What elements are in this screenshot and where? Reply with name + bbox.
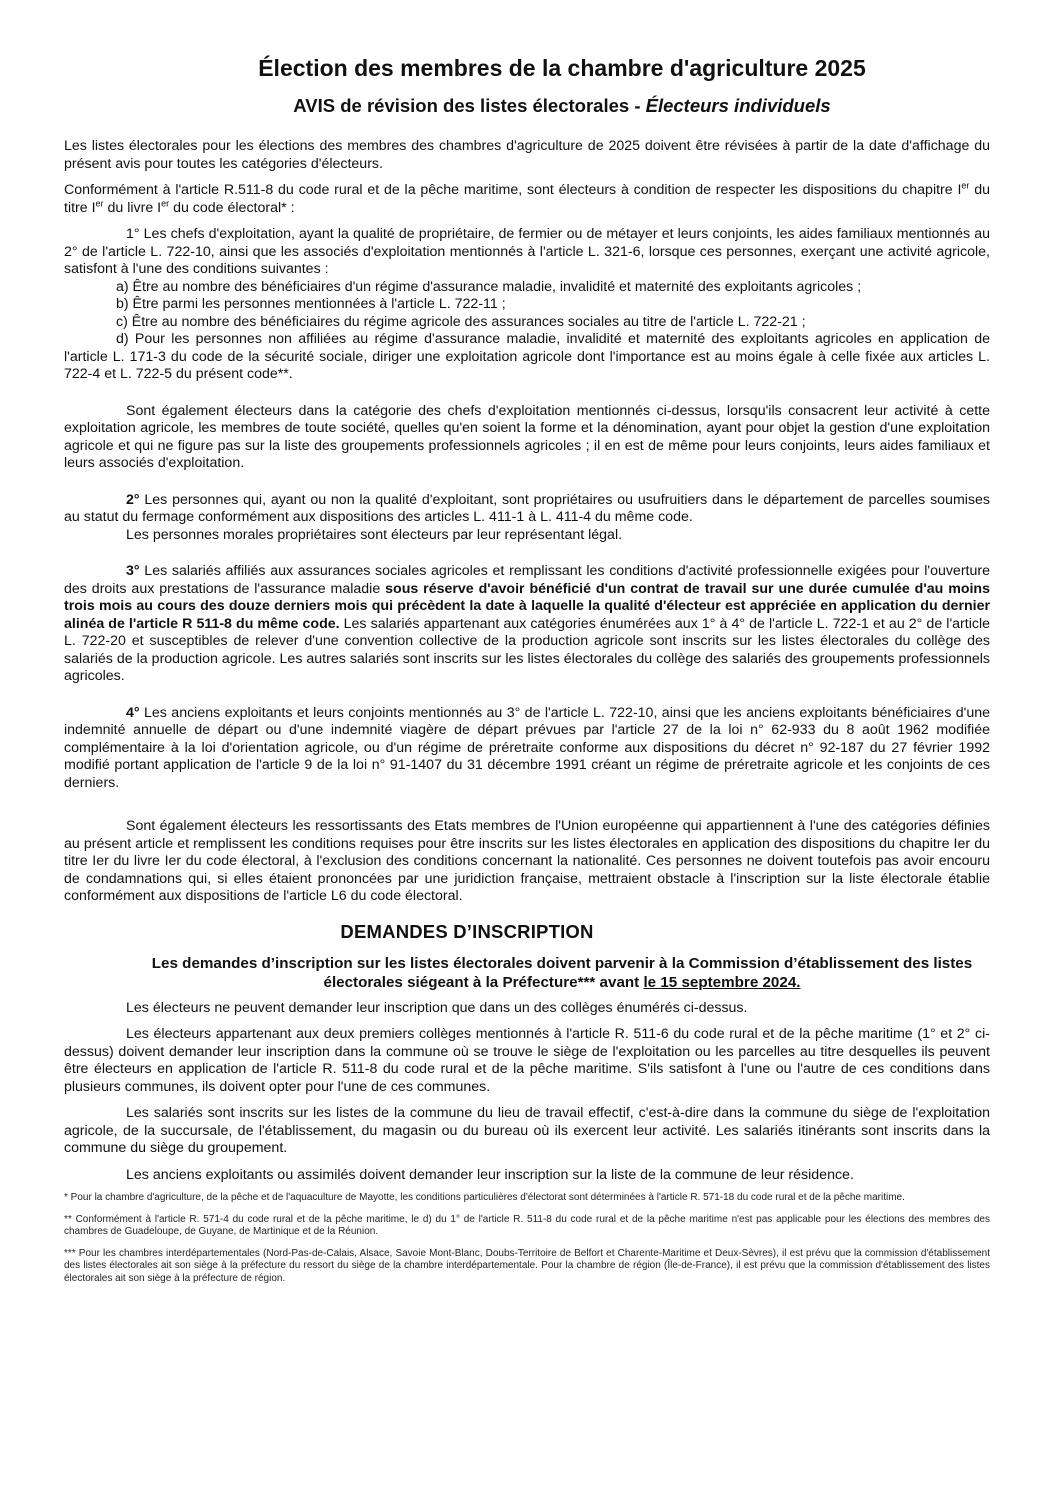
demandes-heading: DEMANDES D’INSCRIPTION xyxy=(340,920,594,942)
footnotes xyxy=(64,1192,990,1285)
document-subtitle xyxy=(64,94,990,118)
article-reference-paragraph: Conformément à l'article R.511-8 du code rural et de la pêche maritime, sont électeurs à condition de respecter les dispositions du chapitre Ier du titre Ier du livre Ier du code électoral* : xyxy=(64,180,990,216)
section-1-condition-d: d) Pour les personnes non affiliées au régime d'assurance maladie, invalidité et maternité des exploitants agricoles en application de l'article L. 171-3 du code de la sécurité sociale, diriger une exploitation agricole dont l'importance est au moins égale à celle fixée aux articles L. 722-4 et L. 722-5 du présent code**. xyxy=(64,331,990,382)
deadline-date: le 15 septembre 2024. xyxy=(643,973,801,991)
section-2-paragraph: 2° Les personnes qui, ayant ou non la qualité d'exploitant, sont propriétaires ou usufruitiers dans le département de parcelles soumises au statut du fermage conformément aux dispositions des articles L. 411-1 à L. 411-4 du même code. xyxy=(64,491,990,525)
footnote-1: * Pour la chambre d'agriculture, de la pêche et de l'aquaculture de Mayotte, les conditions particulières d'électorat sont déterminées à l'article R. 571-18 du code rural et de la pêche maritime. xyxy=(64,1192,905,1203)
document-title: Élection des membres de la chambre d'agriculture 2025 xyxy=(258,55,866,81)
eu-nationals-paragraph: Sont également électeurs les ressortissants des Etats membres de l'Union européenne qui appartiennent à l'une des catégories définies au présent article et remplissent les conditions requises pour être inscrits sur les listes électorales en application des dispositions du chapitre Ier du titre Ier du livre Ier du code électoral, à l'exclusion des conditions concernant la nationalité. Ces personnes ne doivent toutefois pas avoir encouru de condamnations qui, si elles étaient prononcées par une juridiction française, mettraient obstacle à l'inscription sur la liste électorale établie conformément aux dispositions de l'article L6 du code électoral. xyxy=(64,818,990,904)
demandes-body xyxy=(64,1000,990,1185)
document-body xyxy=(64,138,990,906)
subtitle-main: AVIS de révision des listes électorales - xyxy=(293,95,646,116)
demandes-paragraph-2: Les électeurs appartenant aux deux premiers collèges mentionnés à l'article R. 511-6 du code rural et de la pêche maritime (1° et 2° ci-dessus) doivent demander leur inscription dans la commune où se trouve le siège de l'exploitation ou les parcelles au titre desquelles ils peuvent être électeurs en application de l'article R. 511-8 du code rural et de la pêche maritime. S'ils satisfont à l'une ou l'autre de ces conditions dans plusieurs communes, ils doivent opter pour l'une de ces communes. xyxy=(64,1026,990,1095)
demandes-paragraph-3: Les salariés sont inscrits sur les listes de la commune du lieu de travail effectif, c'est-à-dire dans la commune du siège de l'exploitation agricole, de la succursale, de l'établissement, du magasin ou du bureau où ils exercent leur activité. Les salariés itinérants sont inscrits dans la commune du siège du groupement. xyxy=(64,1105,990,1156)
demandes-paragraph-4: Les anciens exploitants ou assimilés doivent demander leur inscription sur la liste de la commune de leur résidence. xyxy=(126,1166,854,1183)
demandes-paragraph-1: Les électeurs ne peuvent demander leur inscription que dans un des collèges énumérés ci-dessus. xyxy=(126,999,748,1016)
footnote-2: ** Conformément à l'article R. 571-4 du code rural et de la pêche maritime, le d) du 1° de l'article R. 511-8 du code rural et de la pêche maritime n'est pas applicable pour les élections des membres des chambres de Guadeloupe, de Guyane, de Martinique et de la Réunion. xyxy=(64,1213,990,1237)
section-1-also-paragraph: Sont également électeurs dans la catégorie des chefs d'exploitation mentionnés ci-dessus, lorsqu'ils consacrent leur activité à cette exploitation agricole, les membres de toute société, quelles qu'en soient la forme et la dénomination, ayant pour objet la gestion d'une exploitation agricole et qui ne figure pas sur la liste des groupements professionnels agricoles ; il en est de même pour leurs conjoints, leurs aides familiaux et leurs associés d'exploitation. xyxy=(64,402,990,471)
section-2-morales: Les personnes morales propriétaires sont électeurs par leur représentant légal. xyxy=(126,526,623,543)
section-4-paragraph: 4° Les anciens exploitants et leurs conjoints mentionnés au 3° de l'article L. 722-10, ainsi que les anciens exploitants bénéficiaires d'une indemnité annuelle de départ ou d'une indemnité viagère de départ prévues par l'article 27 de la loi n° 62-933 du 8 août 1962 modifiée complémentaire à la loi d'orientation agricole, ou d'un régime de préretraite conforme aux dispositions du décret n° 92-187 du 27 février 1992 modifié portant application de l'article 9 de la loi n° 91-1407 du 31 décembre 1991 créant un régime de préretraite agricole et les conjoints de ces derniers. xyxy=(64,704,990,791)
subtitle-italic: Électeurs individuels xyxy=(645,95,831,116)
section-3-paragraph: 3° Les salariés affiliés aux assurances sociales agricoles et remplissant les conditions d'activité professionnelle exigées pour l'ouverture des droits aux prestations de l'assurance maladie sous réserve d'avoir bénéficié d'un contrat de travail sur une durée cumulée d'au moins trois mois au cours des douze derniers mois qui précèdent la date à laquelle la qualité d'électeur est appréciée en application du dernier alinéa de l'article R 511-8 du même code. Les salariés appartenant aux catégories énumérées aux 1° à 4° de l'article L. 722-1 et au 2° de l'article L. 722-20 et susceptibles de relever d'une convention collective de la production agricole sont inscrits sur les listes électorales du collège des salariés de la production agricole. Les autres salariés sont inscrits sur les listes électorales du collège des salariés des groupements professionnels agricoles. xyxy=(64,563,990,684)
deadline-notice: Les demandes d’inscription sur les listes électorales doivent parvenir à la Commission d’établissement des listes électorales siégeant à la Préfecture*** avant le 15 septembre 2024. xyxy=(151,954,973,991)
section-1-condition-c: c) Être au nombre des bénéficiaires du régime agricole des assurances sociales au titre de l'article L. 722-21 ; xyxy=(116,313,806,330)
footnote-3: *** Pour les chambres interdépartementales (Nord-Pas-de-Calais, Alsace, Savoie Mont-Blanc, Doubs-Territoire de Belfort et Charente-Maritime et Deux-Sèvres), il est prévu que la commission d'établissement des listes électorales ait son siège à la préfecture du ressort du siège de la chambre interdépartementale. Pour la chambre de région (Île-de-France), il est prévu que la commission d'établissement des listes électorales ait son siège à la préfecture de région. xyxy=(64,1247,990,1284)
document-page xyxy=(64,52,990,1285)
intro-paragraph: Les listes électorales pour les élections des membres des chambres d'agriculture de 2025 doivent être révisées à partir de la date d'affichage du présent avis pour toutes les catégories d'électeurs. xyxy=(64,138,990,172)
section-1-paragraph: 1° Les chefs d'exploitation, ayant la qualité de propriétaire, de fermier ou de métayer et leurs conjoints, les aides familiaux mentionnés au 2° de l'article L. 722-10, ainsi que les associés d'exploitation mentionnés à l'article L. 321-6, lorsque ces personnes, exerçant une activité agricole, satisfont à l'une des conditions suivantes : xyxy=(64,226,990,277)
section-1-condition-b: b) Être parmi les personnes mentionnées à l'article L. 722-11 ; xyxy=(116,296,506,312)
section-1-condition-a: a) Être au nombre des bénéficiaires d'un régime d'assurance maladie, invalidité et maternité des exploitants agricoles ; xyxy=(116,278,862,295)
